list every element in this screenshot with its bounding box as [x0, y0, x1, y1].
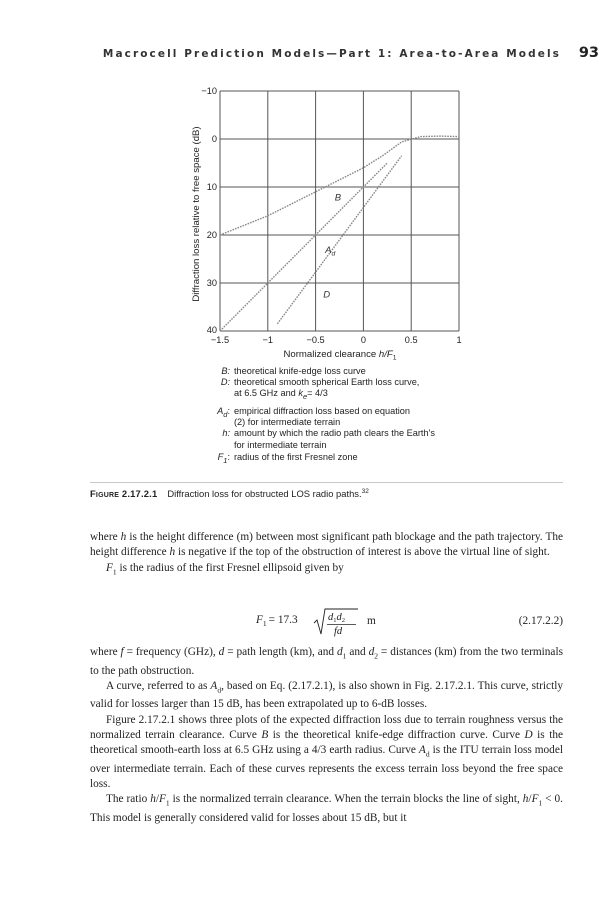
- legend-text-ad-2: (2) for intermediate terrain: [234, 416, 341, 427]
- chart-series-labels: [323, 192, 341, 300]
- y-tick-label: −10: [201, 86, 217, 96]
- running-title: Macrocell Prediction Models—Part 1: Area-to-Area Models: [102, 48, 561, 60]
- paragraph-1: where h is the height difference (m) between most significant path blockage and the path trajectory. The height difference h is negative if the top of the obstruction of interest is above the virtual line of sight.: [90, 531, 564, 559]
- legend-text-b: theoretical knife-edge loss curve: [234, 366, 366, 376]
- y-tick-label: 30: [206, 278, 217, 288]
- caption-text: Diffraction loss for obstructed LOS radio paths.: [167, 488, 362, 500]
- figure-label: Figure 2.17.2.1: [90, 488, 158, 500]
- legend-key-d: D:: [220, 377, 230, 388]
- svg-text:m: m: [367, 615, 376, 627]
- series-line-D: [277, 156, 401, 324]
- series-label-D: D: [323, 289, 331, 301]
- paragraph-6: The ratio $h/F_1$ is the normalized terrain clearance. When the terrain blocks the line of sight, $h/F_1 < 0$. This model is generally considered valid for losses about 15 dB, but it: [90, 793, 563, 824]
- equation-render: [90, 601, 563, 641]
- page-number: 93: [578, 45, 599, 61]
- x-tick-label: 0: [360, 335, 366, 345]
- chart-grid: [220, 91, 459, 331]
- series-line-B: [220, 136, 459, 235]
- equation-2-17-2-2: [90, 601, 563, 641]
- legend-entry-d: [220, 377, 420, 388]
- figure-caption: [90, 482, 563, 499]
- legend-entry-h: [222, 428, 435, 439]
- y-tick-label: 20: [206, 230, 217, 240]
- svg-text:d1d2: d1d2: [328, 612, 345, 624]
- chart-series: [220, 136, 459, 331]
- series-label-B: B: [334, 192, 342, 204]
- svg-text:(2.17.2.2): (2.17.2.2): [518, 615, 563, 627]
- legend-text-h-1: amount by which the radio path clears the Earth's: [234, 428, 435, 439]
- legend-text-d-2: at 6.5 GHz and: [234, 388, 296, 399]
- x-tick-label: −1.5: [210, 335, 230, 345]
- series-line-Ad: [220, 163, 387, 331]
- ke-symbol: $k_e$: [298, 388, 308, 402]
- legend-text-ad-1: empirical diffraction loss based on equation: [234, 405, 411, 416]
- x-tick-label: −1: [262, 335, 274, 345]
- paragraph-2: $F_1$ is the radius of the first Fresnel ellipsoid given by: [106, 561, 344, 576]
- y-tick-label: 10: [206, 182, 217, 192]
- legend-text-h-2: for intermediate terrain: [234, 439, 327, 450]
- body-text-top: [90, 530, 563, 579]
- paragraph-3: where f = frequency (GHz), d = path length (km), and $d_1$ and $d_2$ = distances (km) from the two terminals to the path obstruction.: [90, 646, 563, 677]
- legend-key-ad: $A_d$:: [217, 405, 230, 419]
- svg-text:F1= 17.3: $F_1 = 17.3$: [256, 614, 298, 628]
- paragraph-4: A curve, referred to as $A_d$, based on Eq. (2.17.2.1), is also shown in Fig. 2.17.2.1. This curve, strictly valid for losses larger than 15 dB, has been extrapolated up to 6-dB losses.: [90, 679, 563, 711]
- legend-key-f1: $F_1$:: [217, 451, 230, 465]
- legend-text-d-1: theoretical smooth spherical Earth loss curve,: [234, 377, 420, 388]
- y-tick-label: 40: [206, 325, 217, 335]
- x-axis-label: Normalized clearance $h/F_1$: [283, 349, 397, 362]
- legend-entry-ad-cont: [234, 417, 340, 428]
- legend-entry-ad: [217, 405, 411, 419]
- svg-text:fd: fd: [334, 626, 343, 637]
- series-label-Ad: $A_d$: [325, 245, 336, 258]
- y-tick-label: 0: [211, 134, 217, 144]
- legend-entry-b: [221, 366, 366, 377]
- legend-text-f1: radius of the first Fresnel zone: [234, 451, 358, 462]
- legend-entry-d-cont: [234, 388, 328, 402]
- paragraph-5: Figure 2.17.2.1 shows three plots of the expected diffraction loss due to terrain roughness versus the normalized terrain clearance. Curve B is the theoretical knife-edge diffraction curve. Curve D is the theoretical smooth-earth loss at 6.5 GHz using a 4/3 earth radius. Curve $A_d$ is the ITU terrain loss model over intermediate terrain. Each of these curves represents the excess terrain loss beyond the free space loss.: [90, 713, 563, 791]
- x-tick-label: −0.5: [306, 335, 325, 345]
- legend-key-b: B:: [221, 366, 230, 376]
- x-tick-label: 0.5: [404, 335, 418, 345]
- legend-entry-h-cont: [234, 440, 326, 451]
- legend-entry-f1: [217, 451, 358, 465]
- diffraction-loss-chart: [0, 0, 613, 370]
- body-text-bottom: [90, 645, 563, 826]
- legend-key-h: h:: [222, 428, 230, 439]
- ke-value: = 4/3: [307, 388, 328, 399]
- chart-tick-labels: [201, 86, 461, 345]
- y-axis-label: Diffraction loss relative to free space (dB): [191, 126, 202, 302]
- caption-ref: 32: [361, 488, 369, 495]
- x-tick-label: 1: [456, 335, 462, 345]
